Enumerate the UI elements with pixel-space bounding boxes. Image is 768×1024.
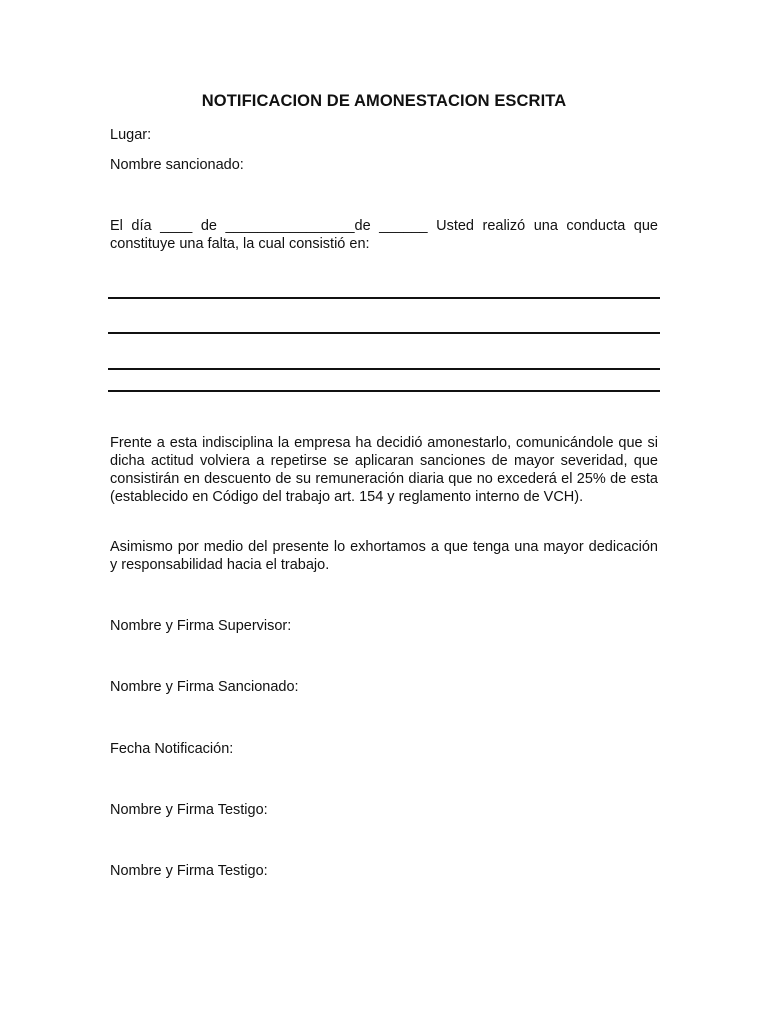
witness-1-signature-label: Nombre y Firma Testigo: xyxy=(110,802,268,818)
sanctioned-signature-label: Nombre y Firma Sancionado: xyxy=(110,679,299,695)
description-line-1 xyxy=(108,297,660,299)
discipline-paragraph: Frente a esta indisciplina la empresa ha decidió amonestarlo, comunicándole que si dicha actitud volviera a repetirse se aplicaran sanciones de mayor severidad, que consistirán en descuento de su remuneración diaria que no excederá el 25% de esta (establecido en Código del trabajo art. 154 y reglamento interno de VCH). xyxy=(110,435,658,505)
supervisor-signature-label: Nombre y Firma Supervisor: xyxy=(110,618,292,634)
nombre-sancionado-label: Nombre sancionado: xyxy=(110,157,244,173)
lugar-label: Lugar: xyxy=(110,127,152,143)
description-line-4 xyxy=(108,390,660,392)
notification-date-label: Fecha Notificación: xyxy=(110,741,234,757)
witness-2-signature-label: Nombre y Firma Testigo: xyxy=(110,863,268,879)
description-line-3 xyxy=(108,368,660,370)
incident-statement: El día ____ de ________________de ______ Usted realizó una conducta que constituye una falta, la cual consistió en: xyxy=(110,218,658,252)
document-title: NOTIFICACION DE AMONESTACION ESCRITA xyxy=(201,92,567,110)
description-line-2 xyxy=(108,332,660,334)
exhortation-paragraph: Asimismo por medio del presente lo exhortamos a que tenga una mayor dedicación y responsabilidad hacia el trabajo. xyxy=(110,539,658,573)
